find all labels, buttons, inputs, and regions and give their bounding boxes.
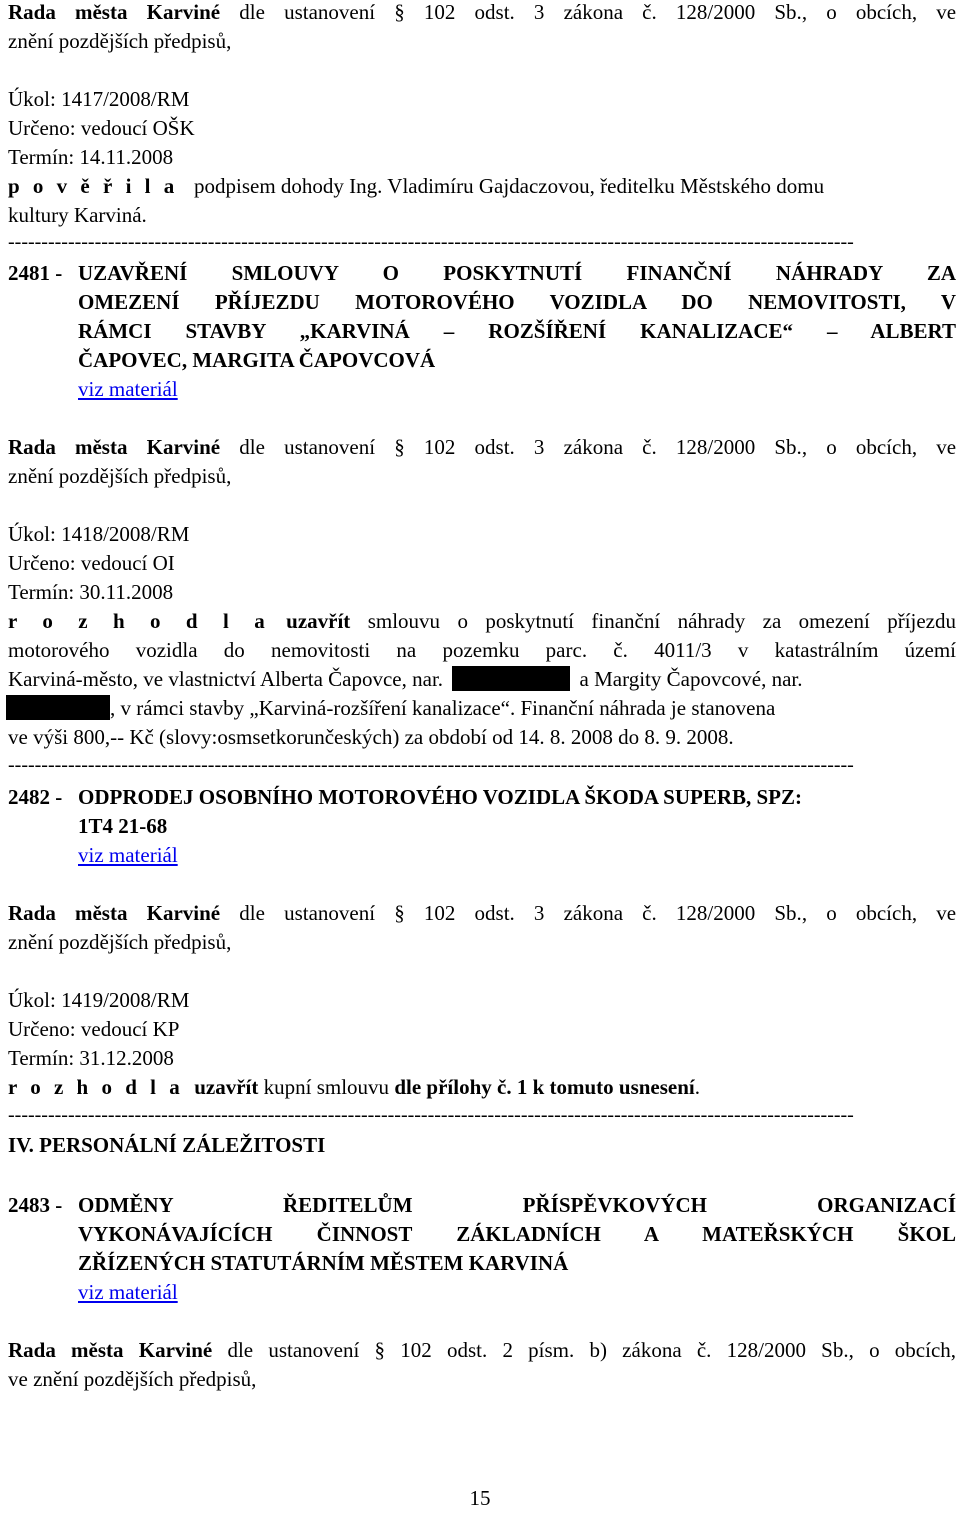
council-name: Rada města Karviné: [8, 435, 221, 459]
view-material-link[interactable]: viz materiál: [78, 377, 178, 401]
section-sign: §: [374, 1338, 386, 1362]
section-sign: §: [394, 435, 405, 459]
item-title-line: ODPRODEJ OSOBNÍHO MOTOROVÉHO VOZIDLA ŠKODA SUPERB, SPZ:: [78, 785, 803, 809]
intro-text: dle ustanovení: [227, 1338, 360, 1362]
task-deadline: Termín: 30.11.2008: [8, 580, 174, 604]
intro-tail: , o obcích, ve: [801, 901, 957, 925]
council-name: Rada města Karviné: [8, 0, 221, 24]
redacted-birthdate: [6, 695, 110, 720]
resolution-intro-line: [8, 1336, 956, 1365]
item-number: 2482 -: [8, 785, 63, 809]
intro-line-2: znění pozdějších předpisů,: [8, 464, 232, 488]
task-assignee: Určeno: vedoucí OI: [8, 551, 175, 575]
law-reference: 102 odst. 3 zákona č. 128/2000 Sb.: [423, 901, 802, 925]
resolution-text: [8, 694, 956, 723]
separator-line: -------------------------------------------------------------------------------------------------------------------------------: [8, 754, 854, 776]
view-material-link[interactable]: viz materiál: [78, 843, 178, 867]
item-number: 2481 -: [8, 261, 63, 285]
redacted-birthdate: [452, 666, 570, 691]
resolution-text: [8, 665, 956, 694]
resolution-verb: r o z h o d l a: [8, 609, 269, 633]
resolution-intro-line: [8, 433, 956, 462]
intro-text: dle ustanovení: [239, 0, 376, 24]
resolution-text-part: Karviná-město, ve vlastnictví Alberta Čapovce, nar.: [8, 667, 444, 691]
task-deadline: Termín: 14.11.2008: [8, 145, 174, 169]
resolution-text-part: a Margity Čapovcové, nar.: [579, 667, 803, 691]
page-number: 15: [469, 1486, 491, 1510]
intro-text: dle ustanovení: [239, 435, 376, 459]
council-name: Rada města Karviné: [8, 901, 221, 925]
task-number: Úkol: 1419/2008/RM: [8, 988, 190, 1012]
item-title-line: OMEZENÍ PŘÍJEZDU MOTOROVÉHO VOZIDLA DO NEMOVITOSTI, V: [78, 290, 956, 314]
item-title-line: RÁMCI STAVBY „KARVINÁ – ROZŠÍŘENÍ KANALIZACE“ – ALBERT: [78, 319, 956, 343]
task-number: Úkol: 1418/2008/RM: [8, 522, 190, 546]
section-sign: §: [394, 901, 405, 925]
resolution-keyword: uzavřít: [194, 1075, 259, 1099]
task-number: Úkol: 1417/2008/RM: [8, 87, 190, 111]
resolution-intro-line: [8, 899, 956, 928]
resolution-keyword: uzavřít: [286, 609, 351, 633]
task-assignee: Určeno: vedoucí OŠK: [8, 116, 195, 140]
resolution-text: motorového vozidla do nemovitosti na pozemku parc. č. 4011/3 v katastrálním území: [8, 638, 956, 662]
law-reference: 102 odst. 3 zákona č. 128/2000 Sb.: [423, 0, 802, 24]
item-title-line: ČAPOVEC, MARGITA ČAPOVCOVÁ: [78, 348, 436, 372]
separator-line: -------------------------------------------------------------------------------------------------------------------------------: [8, 231, 854, 253]
resolution-text: ve výši 800,-- Kč (slovy:osmsetkorunčeských) za období od 14. 8. 2008 do 8. 9. 2008.: [8, 725, 734, 749]
intro-tail: , o obcích, ve: [801, 435, 957, 459]
separator-line: -------------------------------------------------------------------------------------------------------------------------------: [8, 1104, 854, 1126]
intro-text: dle ustanovení: [239, 901, 376, 925]
intro-tail: , o obcích, ve: [801, 0, 957, 24]
intro-line-2: znění pozdějších předpisů,: [8, 930, 232, 954]
law-reference: 102 odst. 3 zákona č. 128/2000 Sb.: [423, 435, 802, 459]
item-title-line: VYKONÁVAJÍCÍCH ČINNOST ZÁKLADNÍCH A MATEŘSKÝCH ŠKOL: [78, 1222, 956, 1246]
intro-line-2: ve znění pozdějších předpisů,: [8, 1367, 257, 1391]
section-heading: IV. PERSONÁLNÍ ZÁLEŽITOSTI: [8, 1133, 326, 1157]
item-title-line: 1T4 21-68: [78, 814, 168, 838]
item-number: 2483 -: [8, 1193, 63, 1217]
section-sign: §: [394, 0, 405, 24]
task-assignee: Určeno: vedoucí KP: [8, 1017, 180, 1041]
item-title-line: ZŘÍZENÝCH STATUTÁRNÍM MĚSTEM KARVINÁ: [78, 1251, 569, 1275]
resolution-text-2: kultury Karviná.: [8, 203, 147, 227]
resolution-line: [8, 172, 956, 201]
resolution-text: podpisem dohody Ing. Vladimíru Gajdaczovou, ředitelku Městského domu: [194, 174, 825, 198]
period: .: [694, 1075, 701, 1099]
resolution-text-part: , v rámci stavby „Karviná-rozšíření kanalizace“. Finanční náhrada je stanovena: [110, 696, 776, 720]
resolution-line: [8, 1073, 956, 1102]
resolution-verb: r o z h o d l a: [8, 1075, 184, 1099]
item-title-line: ODMĚNY ŘEDITELŮM PŘÍSPĚVKOVÝCH ORGANIZACÍ: [78, 1193, 956, 1217]
task-deadline: Termín: 31.12.2008: [8, 1046, 174, 1070]
resolution-verb: p o v ě ř i l a: [8, 174, 179, 198]
resolution-text: smlouvu o poskytnutí finanční náhrady za omezení příjezdu: [367, 609, 957, 633]
attachment-reference: dle přílohy č. 1 k tomuto usnesení: [394, 1075, 695, 1099]
resolution-text: kupní smlouvu: [263, 1075, 390, 1099]
view-material-link[interactable]: viz materiál: [78, 1280, 178, 1304]
intro-line-2: znění pozdějších předpisů,: [8, 29, 232, 53]
intro-tail: , o obcích,: [848, 1338, 957, 1362]
resolution-line: [8, 607, 956, 636]
item-title-line: UZAVŘENÍ SMLOUVY O POSKYTNUTÍ FINANČNÍ NÁHRADY ZA: [78, 261, 956, 285]
law-reference: 102 odst. 2 písm. b) zákona č. 128/2000 Sb.: [400, 1338, 849, 1362]
council-name: Rada města Karviné: [8, 1338, 213, 1362]
resolution-intro-line: [8, 0, 956, 27]
